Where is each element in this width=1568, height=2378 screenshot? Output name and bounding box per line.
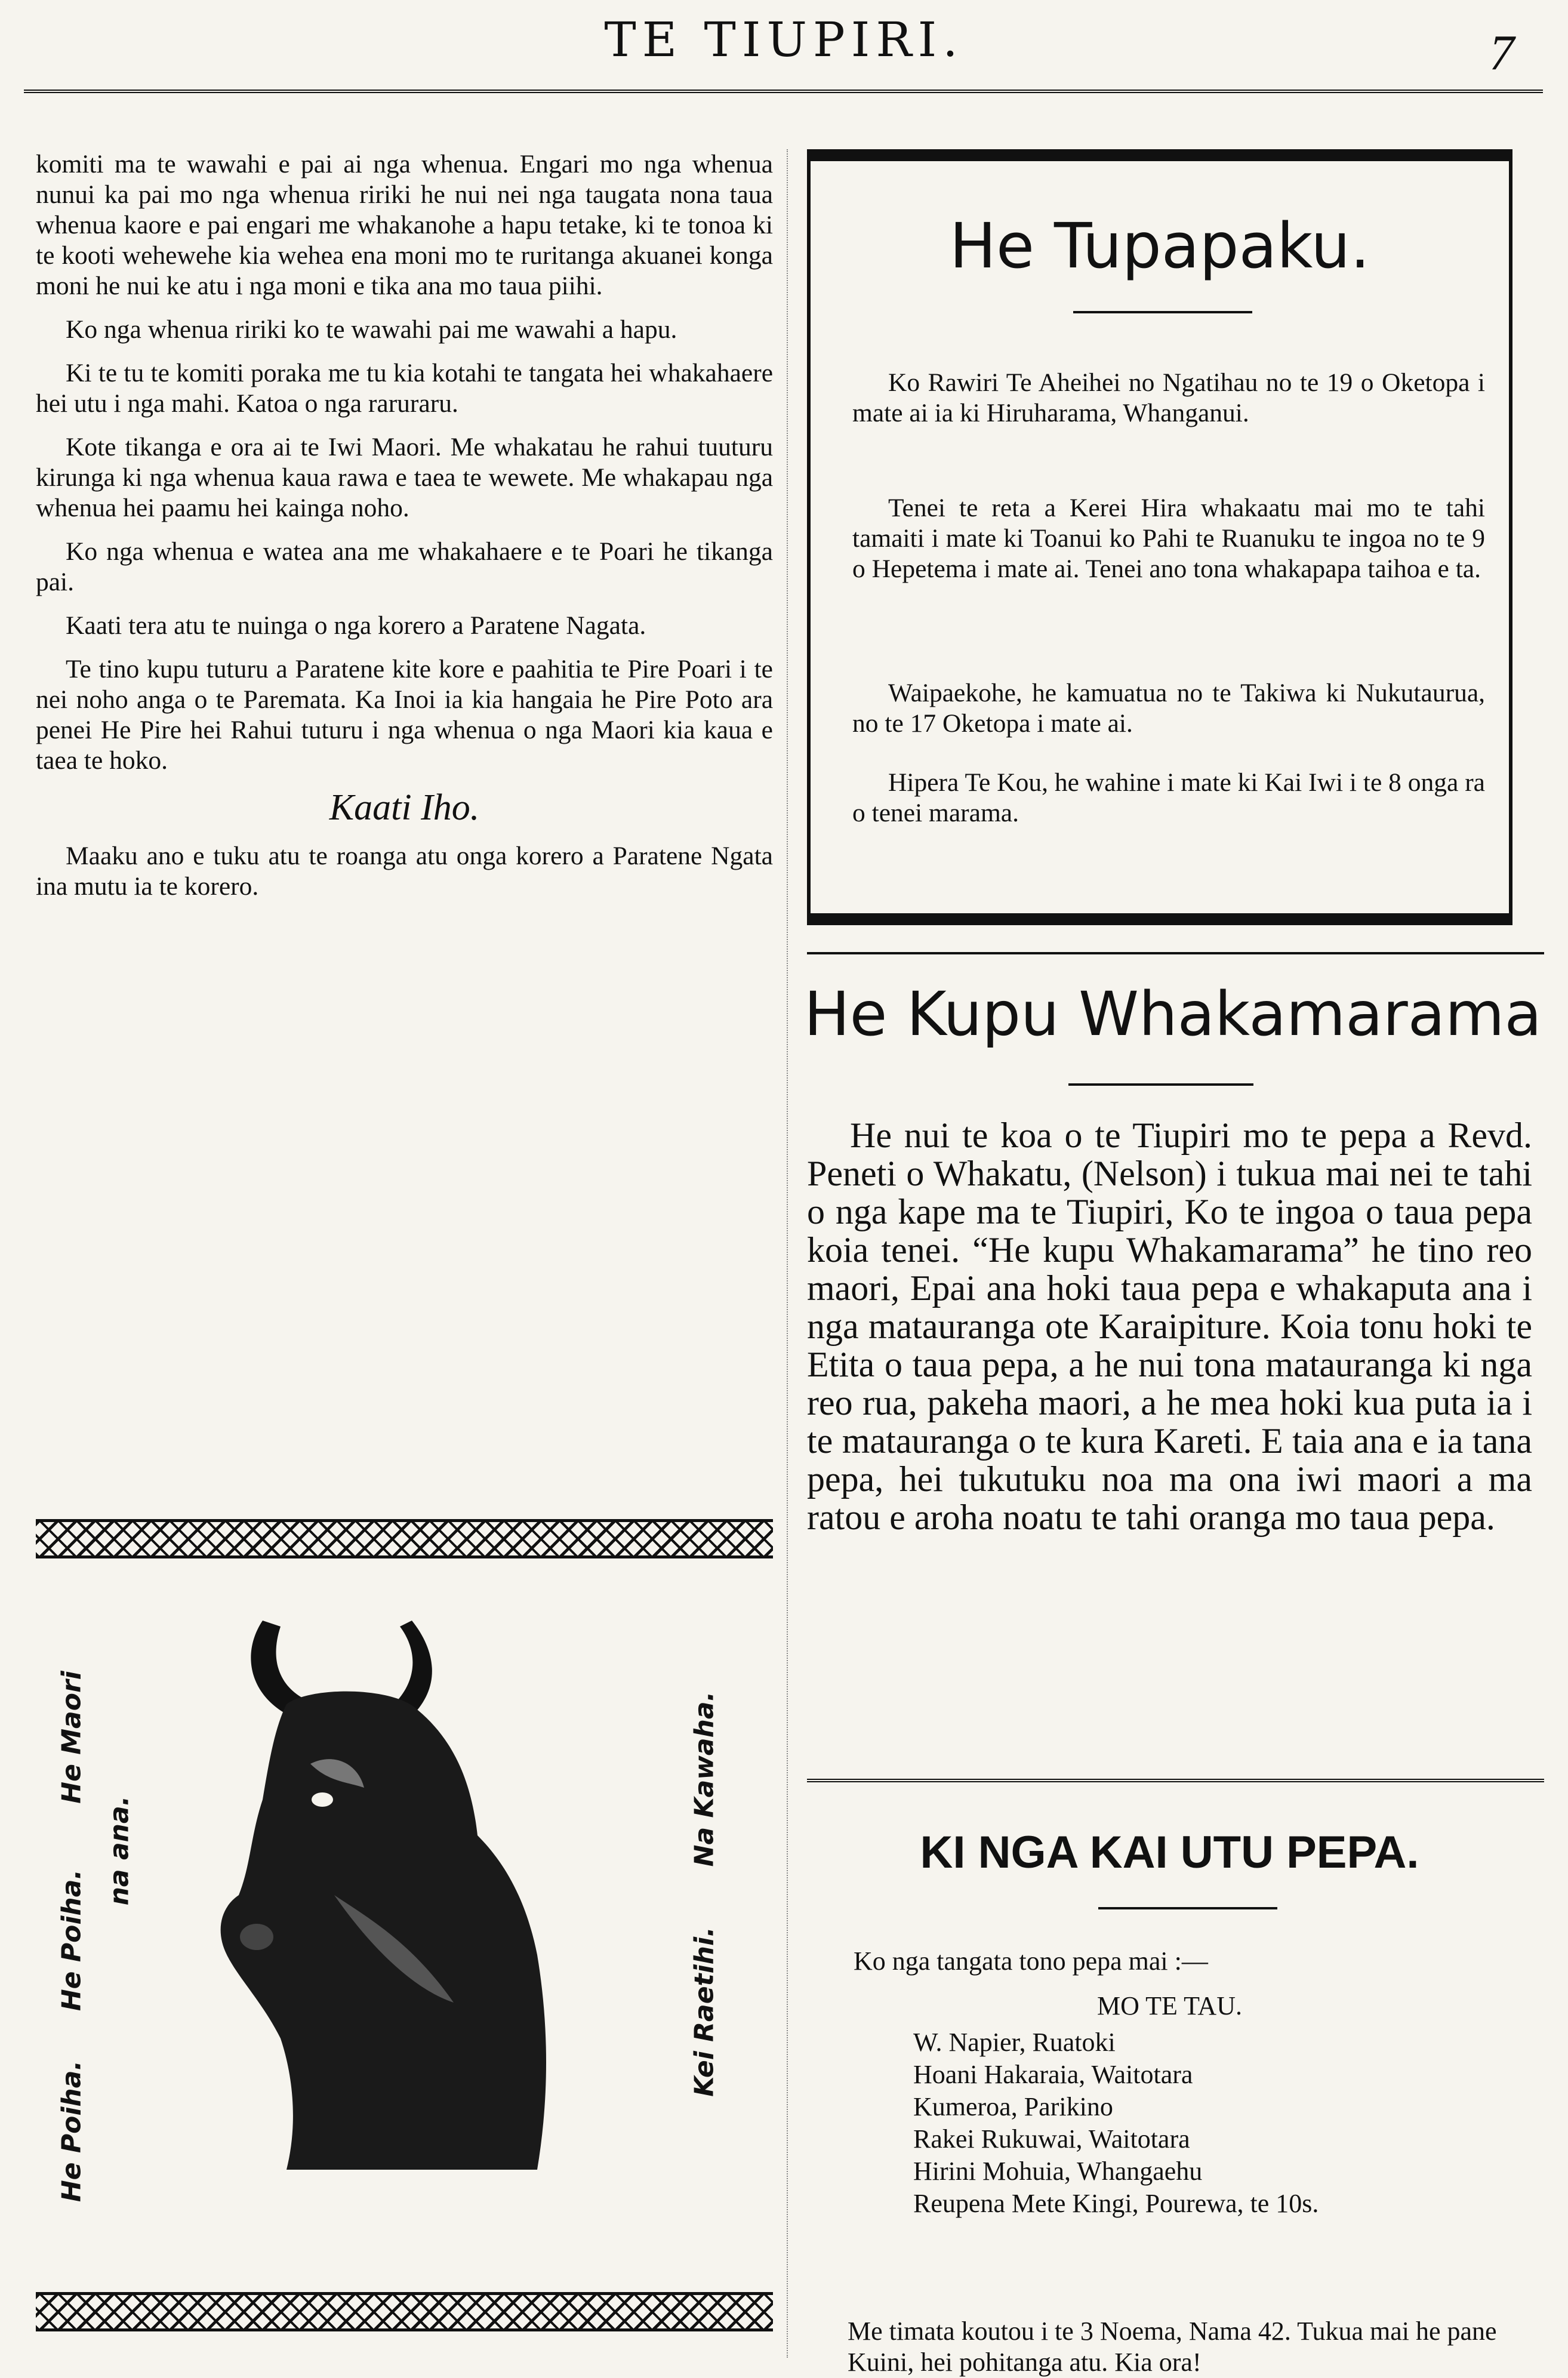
paragraph: Ko nga whenua ririki ko te wawahi pai me wawahi a hapu. [66,315,677,344]
advert-text: Kei Raetihi. [689,1927,720,2097]
advert-block [36,1519,773,2361]
obituary-entry: Ko Rawiri Te Aheihei no Ngatihau no te 19 o Oketopa i mate ai ia ki Hiruharama, Whanganui. [852,368,1485,427]
section-rule [807,952,1544,954]
paragraph: Te tino kupu tuturu a Paratene kite kore e paahitia te Pire Poari i te nei noho anga o te Paremata. Ka Inoi ia kia hangaia he Pire Poto ara penei He Pire hei Rahui tuturu i nga whenua o nga Maori kia kaua e taea te hoko. [36,655,773,775]
obituary-entry: Tenei te reta a Kerei Hira whakaatu mai mo te tahi tamaiti i mate ki Toanui ko Pahi te Ruanuku te ingoa no te 9 o Hepetema i mate ai. Tenei ano tona whakapapa taihoa e ta. [852,494,1485,583]
advert-text: na ana. [104,1795,135,1906]
list-item: Hoani Hakaraia, Waitotara [913,2060,1193,2089]
paragraph: Ko nga whenua e watea ana me whakahaere e te Poari he tikanga pai. [36,537,773,596]
column-divider [787,149,788,2358]
header-rule [24,90,1543,93]
obituary-top-rule [811,153,1509,161]
advert-text: He Poiha. [56,2060,87,2203]
paragraph: komiti ma te wawahi e pai ai nga whenua. Engari mo nga whenua nunui ka pai mo nga whenua ririki he nui nei nga taugata nona taua whenua kaore e pai engari me whakanohe a hapu tetake, ki te tonoa ki te kooti wehewehe kia wehea ena moni mo te ruritanga akuanei konga moni he nui ke atu i nga moni e tika ana mo taua piihi. [36,150,773,300]
obituary-box [807,149,1512,925]
pepa-title: KI NGA KAI UTU PEPA. [920,1827,1419,1878]
obituary-entry: Hipera Te Kou, he wahine i mate ki Kai Iwi i te 8 onga ra o tenei marama. [852,768,1485,827]
obituary-title: He Tupapaku. [949,210,1370,282]
signature: Kaati Iho. [329,787,480,828]
paragraph: Ki te tu te komiti poraka me tu kia kotahi te tangata hei whakahaere hei utu i nga mahi. Katoa o nga raruraru. [36,359,773,418]
paragraph: Kote tikanga e ora ai te Iwi Maori. Me whakatau he rahui tuuturu kirunga ki nga whenua kaua rawa e taea te wewete. Me whakapau nga whenua hei paamu hei kainga noho. [36,433,773,522]
list-item: Kumeroa, Parikino [913,2092,1113,2121]
pepa-intro: Ko nga tangata tono pepa mai :— [854,1946,1208,1976]
page-number: 7 [1489,25,1514,81]
list-item: Hirini Mohuia, Whangaehu [913,2157,1203,2186]
list-item: Rakei Rukuwai, Waitotara [913,2124,1190,2154]
closing-paragraph: Maaku ano e tuku atu te roanga atu onga korero a Paratene Ngata ina mutu ia te korero. [36,842,773,901]
paragraph: Kaati tera atu te nuinga o nga korero a Paratene Nagata. [66,611,646,640]
pepa-subhead: MO TE TAU. [1097,1991,1242,2020]
kupu-title: He Kupu Whakamarama [803,979,1542,1050]
running-head: TE TIUPIRI. [604,12,964,67]
ornament-rule-top [36,1519,773,1558]
kupu-body: He nui te koa o te Tiupiri mo te pepa a Revd. Peneti o Whakatu, (Nelson) i tukua mai nei te tahi o nga kape ma te Tiupiri, Ko te ingoa o taua pepa koia tenei. “He kupu Whakamarama” he tino reo maori, Epai ana hoki taua pepa e whakaputa ana i nga matauranga ote Karaipiture. Koia tonu hoki te Etita o taua pepa, a he nui tona matauranga ki nga reo rua, pakeha maori, a he mea hoki kua puta ia i te matauranga o te kura Kareti. E taia ana e ia tana pepa, hei tukutuku noa ma ona iwi maori a ma ratou e aroha noatu te tahi oranga mo taua pepa. [807,1116,1532,1537]
obituary-bottom-rule [811,913,1509,922]
flourish-divider [1098,1907,1277,1909]
section-rule [807,1779,1544,1782]
left-column [36,149,773,915]
subscriber-list [913,2026,1319,2220]
list-item: Reupena Mete Kingi, Pourewa, te 10s. [913,2189,1319,2218]
list-item: W. Napier, Ruatoki [913,2028,1116,2057]
flourish-divider [1073,311,1252,313]
bull-head-icon [215,1585,573,2241]
advert-text: He Poiha. [56,1869,87,2012]
ornament-rule-bottom [36,2292,773,2331]
pepa-footer: Me timata koutou i te 3 Noema, Nama 42. Tukua mai he pane Kuini, hei pohitanga atu. Kia ora! [848,2317,1497,2377]
advert-text: He Maori [56,1671,87,1804]
advert-text: Na Kawaha. [689,1691,720,1867]
flourish-divider [1068,1083,1253,1086]
obituary-entry: Waipaekohe, he kamuatua no te Takiwa ki Nukutaurua, no te 17 Oketopa i mate ai. [852,679,1485,738]
